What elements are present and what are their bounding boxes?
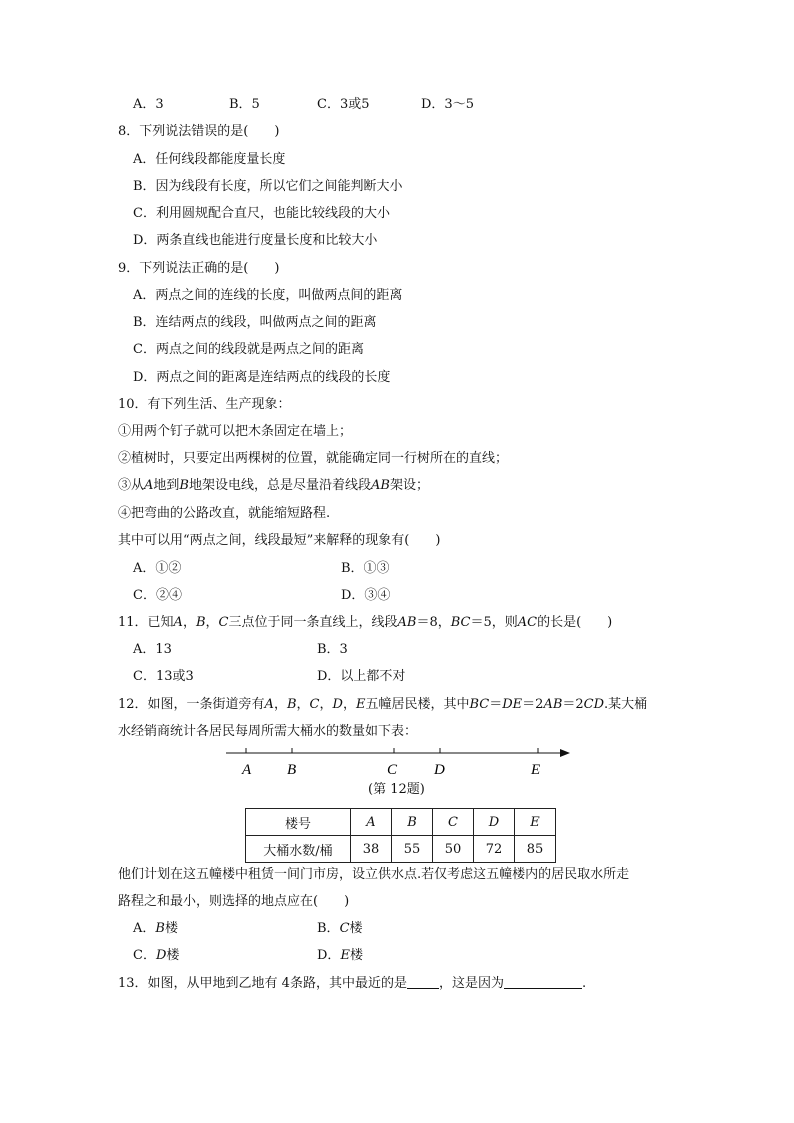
table-header-cell: E [515, 809, 556, 836]
q10-stem: 10．有下列生活、生产现象： [118, 397, 291, 412]
q13-blank-1[interactable] [407, 974, 439, 989]
point-label-e: E [531, 762, 541, 778]
q11-stem: 11．已知A，B，C三点位于同一条直线上，线段AB＝8，BC＝5，则AC的长是( ) [118, 615, 613, 630]
q10-item-1: ①用两个钉子就可以把木条固定在墙上； [118, 424, 353, 439]
q12-after-line2: 路程之和最小，则选择的地点应在( ) [118, 894, 350, 909]
q9-option-d: D．两点之间的距离是连结两点的线段的长度 [133, 370, 391, 385]
q9-option-a: A．两点之间的连线的长度，叫做两点间的距离 [133, 288, 403, 303]
q12-option-b: B．C楼 [317, 921, 363, 936]
q10-option-a: A．①② [133, 561, 182, 576]
point-label-a: A [242, 762, 252, 778]
table-row [246, 809, 556, 836]
q13-blank-2[interactable] [504, 974, 582, 989]
point-label-b: B [287, 762, 297, 778]
q12-option-a: A．B楼 [133, 921, 178, 936]
number-line-arrow [560, 749, 570, 757]
q8-option-d: D．两条直线也能进行度量长度和比较大小 [133, 233, 378, 248]
table-row [246, 836, 556, 863]
q7-option-a: A．3 [133, 97, 164, 112]
table-header-cell: C [433, 809, 474, 836]
q9-stem: 9．下列说法正确的是( ) [118, 261, 280, 276]
q8-option-c: C．利用圆规配合直尺，也能比较线段的大小 [133, 206, 390, 221]
q10-item-3: ③从A地到B地架设电线，总是尽量沿着线段AB架设； [118, 478, 429, 493]
q12-stem-line1: 12．如图，一条街道旁有A，B，C，D，E五幢居民楼，其中BC＝DE＝2AB＝2CD.某大桶 [118, 697, 648, 712]
q11-option-c: C．13或3 [133, 669, 194, 684]
q13-stem: 13．如图，从甲地到乙地有 4条路，其中最近的是 ，这是因为 . [118, 976, 587, 991]
q12-stem-line2: 水经销商统计各居民每周所需大桶水的数量如下表： [118, 724, 418, 739]
q12-option-c: C．D楼 [133, 948, 180, 963]
table-header-cell: B [392, 809, 433, 836]
table-cell: 38 [351, 836, 392, 863]
table-header-cell: D [474, 809, 515, 836]
q9-option-b: B．连结两点的线段，叫做两点之间的距离 [133, 315, 377, 330]
point-label-d: D [434, 762, 445, 778]
table-cell: 72 [474, 836, 515, 863]
q12-figure-caption: (第 12题) [368, 782, 425, 797]
table-cell: 85 [515, 836, 556, 863]
q12-bucket-table [245, 808, 556, 863]
q12-option-d: D．E楼 [317, 948, 363, 963]
q10-option-b: B．①③ [341, 561, 390, 576]
q10-question: 其中可以用“两点之间，线段最短”来解释的现象有( ) [118, 533, 441, 548]
q10-option-d: D．③④ [341, 588, 391, 603]
q11-option-b: B．3 [317, 642, 348, 657]
table-header-cell: A [351, 809, 392, 836]
q10-item-2: ②植树时，只要定出两棵树的位置，就能确定同一行树所在的直线； [118, 451, 509, 466]
table-row-label: 大桶水数/桶 [246, 836, 351, 863]
q7-option-d: D．3～5 [421, 97, 474, 112]
table-cell: 50 [433, 836, 474, 863]
q12-after-line1: 他们计划在这五幢楼中租赁一间门市房，设立供水点.若仅考虑这五幢楼内的居民取水所走 [118, 867, 630, 882]
table-cell: 55 [392, 836, 433, 863]
q9-option-c: C．两点之间的线段就是两点之间的距离 [133, 342, 364, 357]
q7-option-c: C．3或5 [317, 97, 370, 112]
point-label-c: C [387, 762, 398, 778]
q12-number-line [222, 743, 572, 783]
q11-option-a: A．13 [133, 642, 172, 657]
q10-option-c: C．②④ [133, 588, 182, 603]
q8-option-a: A．任何线段都能度量长度 [133, 152, 286, 167]
q11-option-d: D．以上都不对 [317, 669, 406, 684]
q8-stem: 8．下列说法错误的是( ) [118, 124, 280, 139]
q8-option-b: B．因为线段有长度，所以它们之间能判断大小 [133, 179, 403, 194]
table-header-label: 楼号 [246, 809, 351, 836]
q10-item-4: ④把弯曲的公路改直，就能缩短路程. [118, 506, 331, 521]
q7-option-b: B．5 [229, 97, 260, 112]
